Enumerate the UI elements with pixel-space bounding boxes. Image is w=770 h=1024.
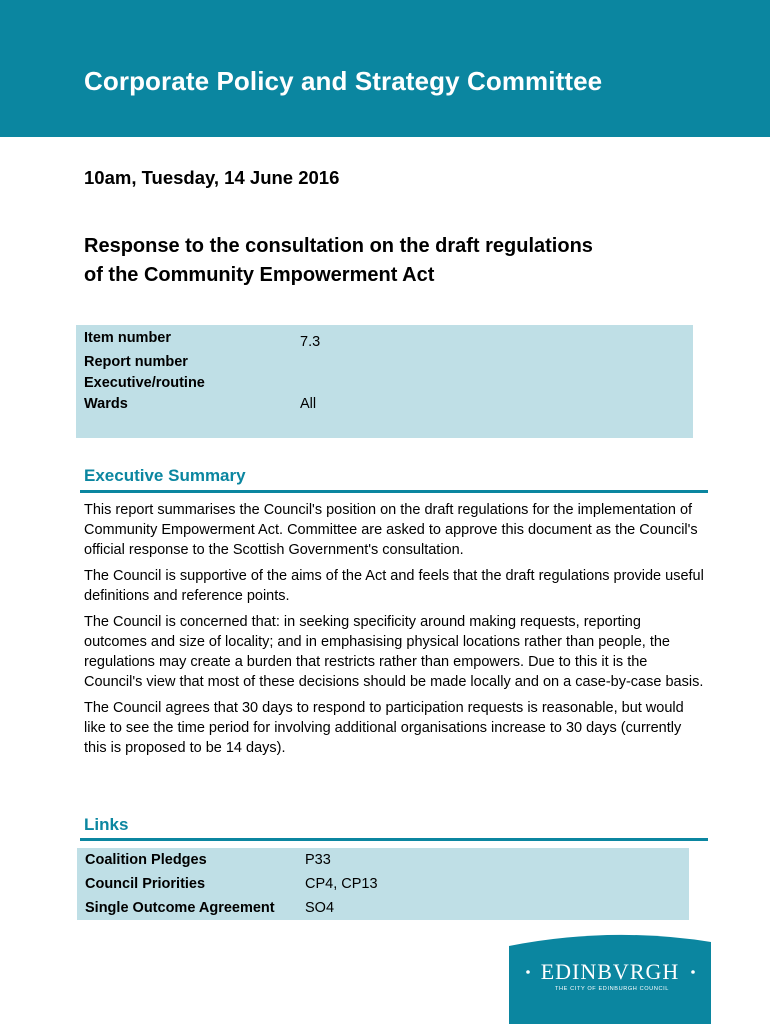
report-title-line-1: Response to the consultation on the draft regulations [84, 235, 593, 257]
links-row [77, 900, 689, 924]
report-title-line-2: of the Community Empowerment Act [84, 264, 435, 286]
report-title [84, 232, 724, 290]
links-row [77, 852, 689, 876]
executive-summary-divider [80, 490, 708, 493]
executive-summary-heading: Executive Summary [84, 466, 246, 485]
links-heading: Links [84, 815, 129, 834]
item-details-box [76, 325, 693, 438]
item-number-label: Item number [84, 330, 172, 346]
summary-paragraph: The Council is concerned that: in seeking specificity around making requests, reporting outcomes and size of locality; and in emphasising physical locations rather than people, the regulations may create a burden that restricts rather than empowers. Due to this it is the Council's view that most of these decisions should be made locally and on a case-by-case basis. [84, 614, 704, 690]
committee-title: Corporate Policy and Strategy Committee [84, 66, 603, 96]
summary-paragraph: The Council agrees that 30 days to respond to participation requests is reasonable, but would like to see the time period for involving additional organisations increase to 30 days (currently this is proposed to be 14 days). [84, 700, 684, 756]
summary-paragraph: The Council is supportive of the aims of the Act and feels that the draft regulations provide useful definitions and reference points. [84, 568, 704, 604]
logo-tagline: THE CITY OF EDINBURGH COUNCIL [555, 986, 669, 992]
single-outcome-agreement-label: Single Outcome Agreement [85, 900, 275, 916]
logo-dot-left [526, 970, 530, 974]
coalition-pledges-value: P33 [305, 852, 331, 868]
wards-label: Wards [84, 396, 128, 412]
single-outcome-agreement-value: SO4 [305, 900, 335, 916]
meeting-date: 10am, Tuesday, 14 June 2016 [84, 167, 340, 188]
coalition-pledges-label: Coalition Pledges [85, 852, 207, 868]
logo-dot-right [691, 970, 695, 974]
city-of-edinburgh-council-logo [509, 932, 711, 1024]
council-priorities-value: CP4, CP13 [305, 876, 378, 892]
links-row [77, 876, 689, 900]
logo-wordmark: EDINBVRGH [540, 959, 680, 984]
summary-paragraph: This report summarises the Council's position on the draft regulations for the implementation of Community Empowerment Act. Committee are asked to approve this document as the Council's official response to the Scottish Government's consultation. [84, 502, 698, 558]
council-priorities-label: Council Priorities [85, 876, 206, 892]
header-banner [0, 0, 770, 137]
wards-value: All [300, 396, 317, 412]
executive-summary-body [84, 500, 706, 764]
item-number-value: 7.3 [300, 334, 321, 350]
links-divider [80, 838, 708, 841]
executive-routine-label: Executive/routine [84, 375, 205, 391]
links-table [77, 848, 689, 920]
report-number-label: Report number [84, 354, 188, 370]
